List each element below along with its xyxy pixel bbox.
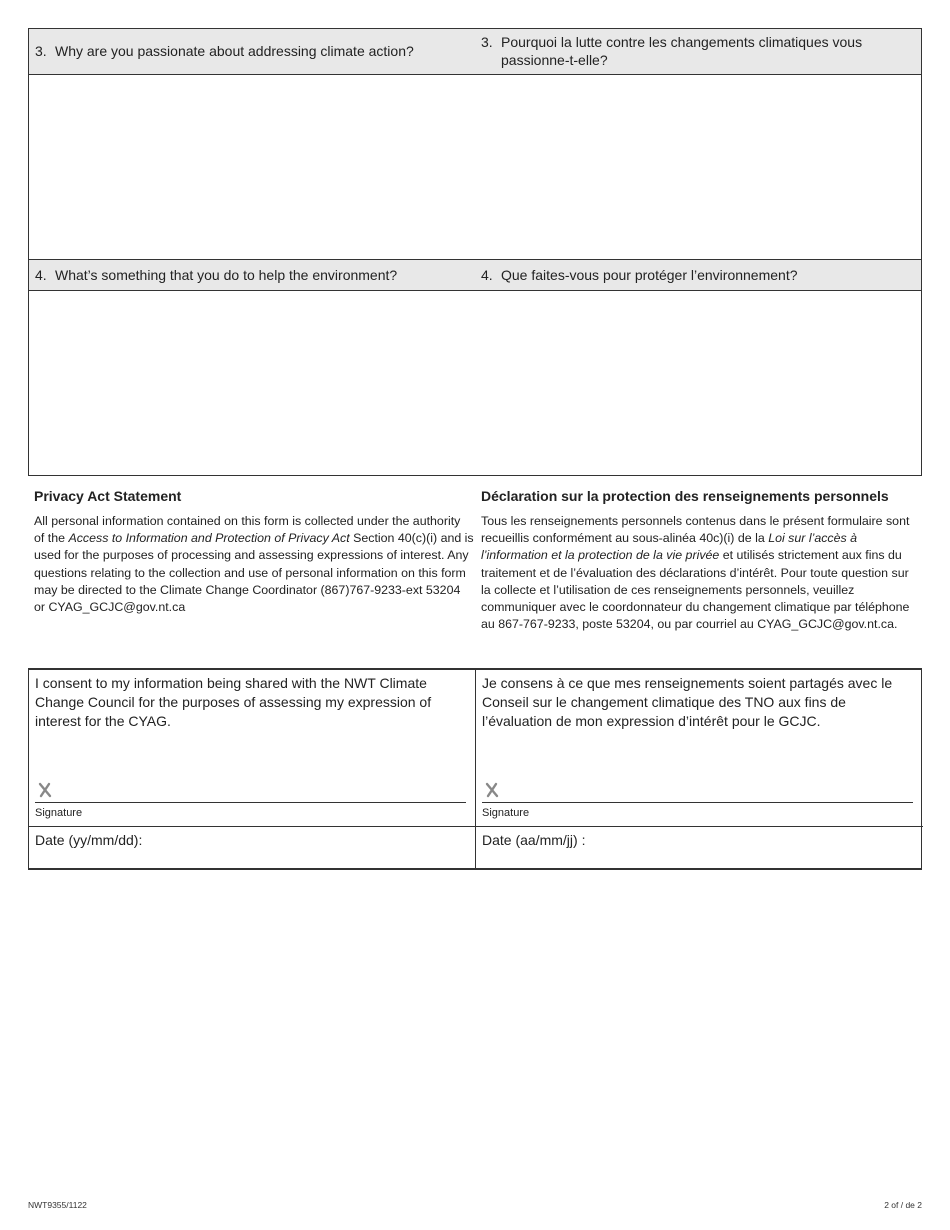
consent-fr bbox=[476, 670, 923, 868]
consent-fr-text: Je consens à ce que mes renseignements soient partagés avec le Conseil sur le changement climatique des TNO aux fins de l’évaluation de mon expression d’intérêt pour le GCJC. bbox=[482, 675, 893, 729]
privacy-fr bbox=[481, 487, 921, 633]
question-3-en: 3. Why are you passionate about addressing climate action? bbox=[35, 43, 414, 59]
question-4-box bbox=[28, 259, 922, 476]
question-4-fr: 4. Que faites-vous pour protéger l’environnement? bbox=[481, 267, 798, 283]
question-3-fr: 3. Pourquoi la lutte contre les changements climatiques vous passionne-t-elle? bbox=[481, 34, 863, 68]
consent-box bbox=[28, 668, 922, 870]
consent-en-text: I consent to my information being shared with the NWT Climate Change Council for the purposes of assessing my expression of interest for the CYAG. bbox=[35, 675, 432, 729]
signature-label-fr: Signature bbox=[482, 807, 530, 819]
privacy-fr-heading: Déclaration sur la protection des renseignements personnels bbox=[481, 488, 889, 504]
date-label-fr[interactable]: Date (aa/mm/jj) : bbox=[482, 832, 586, 848]
signature-x-icon bbox=[484, 782, 500, 798]
date-separator-en bbox=[29, 826, 475, 827]
privacy-en-text: All personal information contained on this form is collected under the authority of the Access to Information and Protection of Privacy Act Section 40(c)(i) and is used for the purposes of processing and assessing expressions of interest. Any questions relating to the collection and use of personal information on this form may be directed to the Climate Change Coordinator (867)767-9233-ext 53204 or CYAG_GCJC@gov.nt.ca bbox=[34, 514, 474, 615]
privacy-section bbox=[28, 487, 922, 657]
question-4-header bbox=[29, 260, 921, 291]
date-separator-fr bbox=[476, 826, 923, 827]
page-number: 2 of / de 2 bbox=[884, 1200, 922, 1210]
question-4-en: 4. What’s something that you do to help the environment? bbox=[35, 267, 398, 283]
privacy-en-heading: Privacy Act Statement bbox=[34, 488, 182, 504]
consent-en bbox=[29, 670, 476, 868]
question-3-box bbox=[28, 28, 922, 260]
form-code: NWT9355/1122 bbox=[28, 1200, 87, 1210]
privacy-fr-text: Tous les renseignements personnels contenus dans le présent formulaire sont recueillis conformément au sous-alinéa 40c)(i) de la Loi sur l’accès à l’information et la protection de la vie privée et utilisés strictement aux fins du traitement et de l’évaluation des déclarations d’intérêt. Pour toute question sur la collecte et l’utilisation de ces renseignements personnels, veuillez communiquer avec le coordonnateur du changement climatique par téléphone au 867-767-9233, poste 53204, ou par courriel au CYAG_GCJC@gov.nt.ca. bbox=[481, 514, 910, 632]
signature-line-fr[interactable] bbox=[482, 802, 913, 803]
date-label-en[interactable]: Date (yy/mm/dd): bbox=[35, 832, 143, 848]
question-3-header bbox=[29, 29, 921, 75]
privacy-en bbox=[34, 487, 474, 616]
signature-label-en: Signature bbox=[35, 807, 83, 819]
signature-line-en[interactable] bbox=[35, 802, 466, 803]
signature-x-icon bbox=[37, 782, 53, 798]
question-3-answer-area[interactable] bbox=[29, 75, 921, 260]
question-4-answer-area[interactable] bbox=[29, 291, 921, 476]
